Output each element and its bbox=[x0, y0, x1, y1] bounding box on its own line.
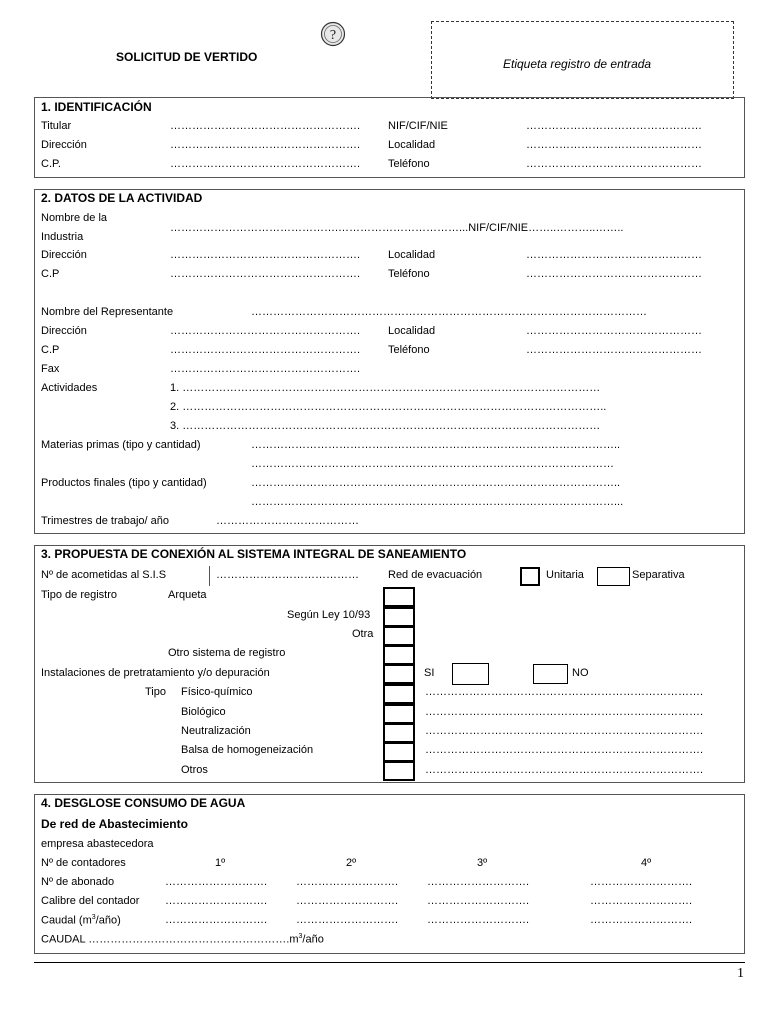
unitaria-label: Unitaria bbox=[546, 569, 584, 581]
balsa-label: Balsa de homogeneización bbox=[181, 744, 314, 756]
nif-field[interactable]: ………………………………………… bbox=[526, 120, 702, 132]
segun-ley-label: Según Ley 10/93 bbox=[287, 609, 371, 621]
footer-rule bbox=[34, 962, 745, 963]
nombre-industria-label-2: Industria bbox=[41, 231, 84, 243]
neutralizacion-label: Neutralización bbox=[181, 725, 251, 737]
separativa-checkbox[interactable] bbox=[597, 567, 630, 586]
neutralizacion-checkbox[interactable] bbox=[383, 723, 415, 743]
telefono-field[interactable]: ………………………………………… bbox=[526, 268, 702, 280]
trimestres-field[interactable]: ………………………………… bbox=[216, 515, 359, 527]
titular-label: Titular bbox=[41, 120, 72, 132]
separativa-label: Separativa bbox=[632, 569, 685, 581]
direccion-label: Dirección bbox=[41, 139, 87, 151]
biologico-label: Biológico bbox=[181, 706, 226, 718]
abonado-label: Nº de abonado bbox=[41, 876, 115, 888]
no-checkbox[interactable] bbox=[533, 664, 568, 684]
caudal-field-3[interactable]: ………………………. bbox=[427, 914, 530, 926]
calibre-field-4[interactable]: ………………………. bbox=[590, 895, 693, 907]
biologico-field[interactable]: …………………………………………………………………. bbox=[425, 706, 704, 718]
actividad-3-field[interactable]: 3. …………………………………………………………………………………………………… bbox=[170, 420, 601, 432]
materias-field-2[interactable]: ……………………………………………………………………………………… bbox=[251, 458, 614, 470]
calibre-field-2[interactable]: ………………………. bbox=[296, 895, 399, 907]
telefono-rep-field[interactable]: ………………………………………… bbox=[526, 344, 702, 356]
contador-1-header: 1º bbox=[215, 857, 226, 869]
tipo-registro-label: Tipo de registro bbox=[41, 589, 118, 601]
balsa-field[interactable]: …………………………………………………………………. bbox=[425, 744, 704, 756]
trimestres-label: Trimestres de trabajo/ año bbox=[41, 515, 169, 527]
telefono-label: Teléfono bbox=[388, 158, 430, 170]
arqueta-label: Arqueta bbox=[168, 589, 207, 601]
localidad-rep-label: Localidad bbox=[388, 325, 436, 337]
localidad-label: Localidad bbox=[388, 139, 436, 151]
materias-field-1[interactable]: ……………………………………………………………………………………….. bbox=[251, 439, 621, 451]
fisico-quimico-field[interactable]: …………………………………………………………………. bbox=[425, 686, 704, 698]
direccion-rep-field[interactable]: ……………………………………………. bbox=[170, 325, 361, 337]
empresa-label: empresa abastecedora bbox=[41, 838, 154, 850]
help-icon[interactable] bbox=[320, 21, 346, 47]
acometidas-divider bbox=[209, 566, 210, 586]
entry-stamp-label: Etiqueta registro de entrada bbox=[503, 57, 652, 71]
telefono-label: Teléfono bbox=[388, 268, 430, 280]
telefono-field[interactable]: ………………………………………… bbox=[526, 158, 702, 170]
acometidas-field[interactable]: ………………………………… bbox=[216, 569, 359, 581]
biologico-checkbox[interactable] bbox=[383, 704, 415, 724]
fax-label: Fax bbox=[41, 363, 60, 375]
abastecimiento-subheading: De red de Abastecimiento bbox=[41, 817, 188, 831]
direccion-label: Dirección bbox=[41, 249, 87, 261]
caudal-label: Caudal $(m^3/año)$ bbox=[41, 914, 121, 927]
titular-field[interactable]: ……………………………………………. bbox=[170, 120, 361, 132]
otro-sistema-label: Otro sistema de registro bbox=[168, 647, 286, 659]
svg-text:?: ? bbox=[329, 28, 337, 43]
caudal-field-4[interactable]: ………………………. bbox=[590, 914, 693, 926]
cp-label: C.P bbox=[41, 268, 60, 280]
nif-label: NIF/CIF/NIE bbox=[388, 120, 448, 132]
direccion-rep-label: Dirección bbox=[41, 325, 87, 337]
cp-rep-field[interactable]: ……………………………………………. bbox=[170, 344, 361, 356]
calibre-field-1[interactable]: ………………………. bbox=[165, 895, 268, 907]
contador-3-header: 3º bbox=[477, 857, 488, 869]
cp-field[interactable]: ……………………………………………. bbox=[170, 268, 361, 280]
otros-checkbox[interactable] bbox=[383, 761, 415, 781]
actividades-label: Actividades bbox=[41, 382, 98, 394]
instalaciones-label: Instalaciones de pretratamiento y/o depuración bbox=[41, 667, 270, 679]
direccion-field[interactable]: ……………………………………………. bbox=[170, 139, 361, 151]
caudal-field-2[interactable]: ………………………. bbox=[296, 914, 399, 926]
caudal-total[interactable]: CAUDAL $\dots\dots\dots\dots\dots\dots\dots\dots\dots\dots\dots\dots\dots\dots\dots\dots\dots\dots.m^3$/año bbox=[41, 933, 324, 946]
calibre-label: Calibre del contador bbox=[41, 895, 140, 907]
productos-label: Productos finales (tipo y cantidad) bbox=[41, 477, 207, 489]
fax-field[interactable]: ……………………………………………. bbox=[170, 363, 361, 375]
contador-4-header: 4º bbox=[641, 857, 652, 869]
productos-field-2[interactable]: ………………………………………………………………………………………... bbox=[251, 496, 624, 508]
acometidas-label: Nº de acometidas al S.I.S bbox=[41, 569, 167, 581]
abonado-field-3[interactable]: ………………………. bbox=[427, 876, 530, 888]
unitaria-checkbox[interactable] bbox=[520, 567, 540, 586]
telefono-rep-label: Teléfono bbox=[388, 344, 430, 356]
balsa-checkbox[interactable] bbox=[383, 742, 415, 762]
no-label: NO bbox=[572, 667, 589, 679]
section-1-heading: 1. IDENTIFICACIÓN bbox=[41, 100, 152, 114]
fisico-quimico-label: Físico-químico bbox=[181, 686, 253, 698]
otro-sistema-checkbox[interactable] bbox=[383, 645, 415, 665]
section-2-heading: 2. DATOS DE LA ACTIVIDAD bbox=[41, 191, 203, 205]
localidad-field[interactable]: ………………………………………… bbox=[526, 249, 702, 261]
direccion-field[interactable]: ……………………………………………. bbox=[170, 249, 361, 261]
si-label: SI bbox=[424, 667, 435, 679]
cp-field[interactable]: ……………………………………………. bbox=[170, 158, 361, 170]
otra-label: Otra bbox=[352, 628, 374, 640]
arqueta-checkbox[interactable] bbox=[383, 587, 415, 607]
materias-label: Materias primas (tipo y cantidad) bbox=[41, 439, 201, 451]
productos-field-1[interactable]: ……………………………………………………………………………………….. bbox=[251, 477, 621, 489]
otros-field[interactable]: …………………………………………………………………. bbox=[425, 764, 704, 776]
nombre-industria-field[interactable]: ……………………………………….……………………………...NIF/CIF/NIE……..………..…….. bbox=[170, 222, 624, 234]
actividad-2-field[interactable]: 2. …………………………………………………………………………………………………….. bbox=[170, 401, 607, 413]
nombre-industria-label-1: Nombre de la bbox=[41, 212, 108, 224]
localidad-rep-field[interactable]: ………………………………………… bbox=[526, 325, 702, 337]
representante-field[interactable]: ……………………………………………………………………………………………… bbox=[251, 306, 647, 318]
form-title: SOLICITUD DE VERTIDO bbox=[116, 50, 258, 64]
abonado-field-1[interactable]: ………………………. bbox=[165, 876, 268, 888]
actividad-1-field[interactable]: 1. …………………………………………………………………………………………………… bbox=[170, 382, 601, 394]
segun-ley-checkbox[interactable] bbox=[383, 607, 415, 627]
cp-label: C.P. bbox=[41, 158, 61, 170]
section-4-heading: 4. DESGLOSE CONSUMO DE AGUA bbox=[41, 796, 246, 810]
fisico-quimico-checkbox[interactable] bbox=[383, 684, 415, 704]
instalaciones-checkbox[interactable] bbox=[383, 664, 415, 684]
neutralizacion-field[interactable]: …………………………………………………………………. bbox=[425, 725, 704, 737]
caudal-field-1[interactable]: ………………………. bbox=[165, 914, 268, 926]
contadores-label: Nº de contadores bbox=[41, 857, 126, 869]
section-3-heading: 3. PROPUESTA DE CONEXIÓN AL SISTEMA INTEGRAL DE SANEAMIENTO bbox=[41, 547, 467, 561]
si-checkbox[interactable] bbox=[452, 663, 489, 685]
red-evacuacion-label: Red de evacuación bbox=[388, 569, 483, 581]
page-number: 1 bbox=[737, 966, 744, 981]
localidad-label: Localidad bbox=[388, 249, 436, 261]
representante-label: Nombre del Representante bbox=[41, 306, 174, 318]
tipo-label: Tipo bbox=[145, 686, 166, 698]
otros-label: Otros bbox=[181, 764, 208, 776]
localidad-field[interactable]: ………………………………………… bbox=[526, 139, 702, 151]
cp-rep-label: C.P bbox=[41, 344, 60, 356]
abonado-field-2[interactable]: ………………………. bbox=[296, 876, 399, 888]
abonado-field-4[interactable]: ………………………. bbox=[590, 876, 693, 888]
otra-checkbox[interactable] bbox=[383, 626, 415, 646]
calibre-field-3[interactable]: ………………………. bbox=[427, 895, 530, 907]
contador-2-header: 2º bbox=[346, 857, 357, 869]
